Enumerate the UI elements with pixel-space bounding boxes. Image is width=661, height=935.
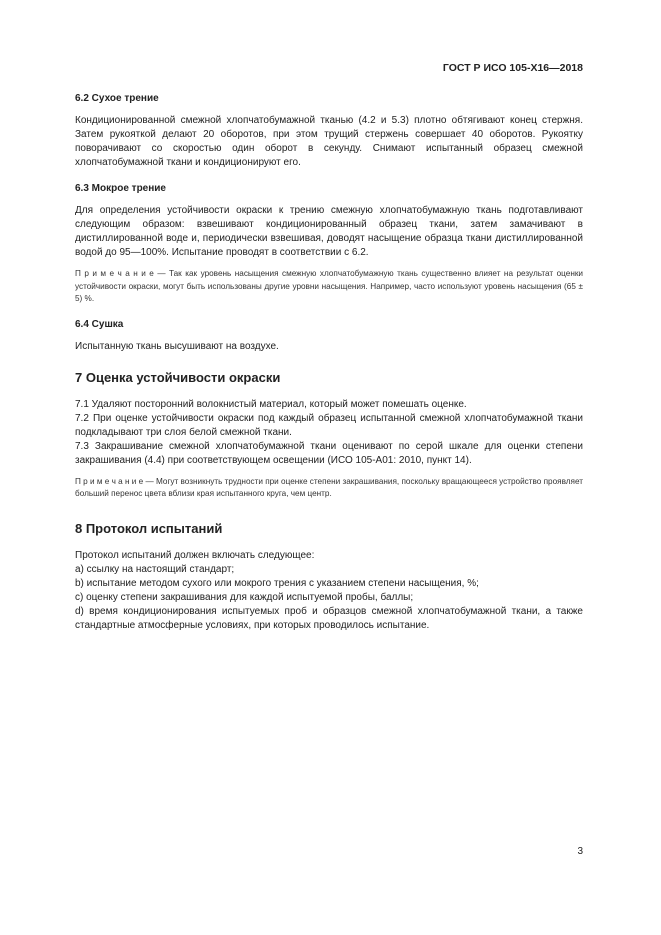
- note-label: П р и м е ч а н и е: [75, 269, 154, 278]
- document-body: [75, 92, 583, 633]
- document-header: ГОСТ Р ИСО 105-X16—2018: [442, 62, 583, 74]
- note-text: — Могут возникнуть трудности при оценке степени закрашивания, поскольку вращающееся устройство проявляет больший перенос цвета вблизи края испытанного круга, чем центр.: [75, 476, 583, 498]
- note-label: П р и м е ч а н и е: [75, 476, 144, 486]
- note-text: — Так как уровень насыщения смежную хлопчатобумажную ткань существенно влияет на результат оценки устойчивости окраски, могут быть использованы другие уровни насыщения. Например, часто используют уровень насыщения (65 ± 5) %.: [75, 269, 583, 303]
- section-7-title: 7 Оценка устойчивости окраски: [75, 369, 281, 385]
- section-6-2: [75, 92, 583, 170]
- section-8-item-b: b) испытание методом сухого или мокрого трения с указанием степени насыщения, %;: [75, 577, 479, 589]
- section-8: [75, 521, 583, 633]
- section-7-3: 7.3 Закрашивание смежной хлопчатобумажной ткани оценивают по серой шкале для оценки степени закрашивания (4.4) при соответствующем освещении (ИСО 105-A01: 2010, пункт 14).: [75, 440, 583, 466]
- section-7: [75, 370, 583, 501]
- page-number: 3: [577, 846, 583, 857]
- section-7-1: 7.1 Удаляют посторонний волокнистый материал, который может помешать оценке.: [75, 398, 467, 410]
- section-8-title: 8 Протокол испытаний: [75, 520, 223, 536]
- section-6-4-text: Испытанную ткань высушивают на воздухе.: [75, 340, 279, 352]
- section-6-3-text: Для определения устойчивости окраски к трению смежную хлопчатобумажную ткань подготавливают следующим образом: взвешивают кондиционированный образец ткани, затем замачивают в дистиллированной воде и, периодически взвешивая, доводят насыщение образца ткани дистиллированной водой до 95—100%. Испытание проводят в соответствии с 6.2.: [75, 205, 583, 258]
- section-6-4: [75, 318, 583, 354]
- section-8-item-d: d) время кондиционирования испытуемых проб и образцов смежной хлопчатобумажной ткани, а также стандартные атмосферные условиях, при которых проводилось испытание.: [75, 605, 583, 631]
- section-7-note: [75, 476, 583, 501]
- section-8-intro: Протокол испытаний должен включать следующее:: [75, 549, 315, 561]
- section-6-3: [75, 182, 583, 306]
- section-6-3-title: 6.3 Мокрое трение: [75, 183, 166, 194]
- section-6-2-title: 6.2 Сухое трение: [75, 93, 159, 104]
- section-6-4-title: 6.4 Сушка: [75, 318, 124, 330]
- section-8-item-a: а) ссылку на настоящий стандарт;: [75, 563, 235, 575]
- section-6-2-text: Кондиционированной смежной хлопчатобумажной тканью (4.2 и 5.3) плотно обтягивают конец стержня. Затем рукояткой делают 20 оборотов, при этом трущий стержень совершает 40 оборотов. Рукоятку поворачивают со скоростью один оборот в секунду. Снимают испытанный образец смежной хлопчатобумажной ткани и кондиционируют его.: [75, 115, 583, 168]
- section-7-2: 7.2 При оценке устойчивости окраски под каждый образец испытанной смежной хлопчатобумажной ткани подкладывают три слоя белой смежной ткани.: [75, 412, 583, 438]
- section-6-3-note: [75, 268, 583, 306]
- section-8-item-c: с) оценку степени закрашивания для каждой испытуемой пробы, баллы;: [75, 591, 414, 603]
